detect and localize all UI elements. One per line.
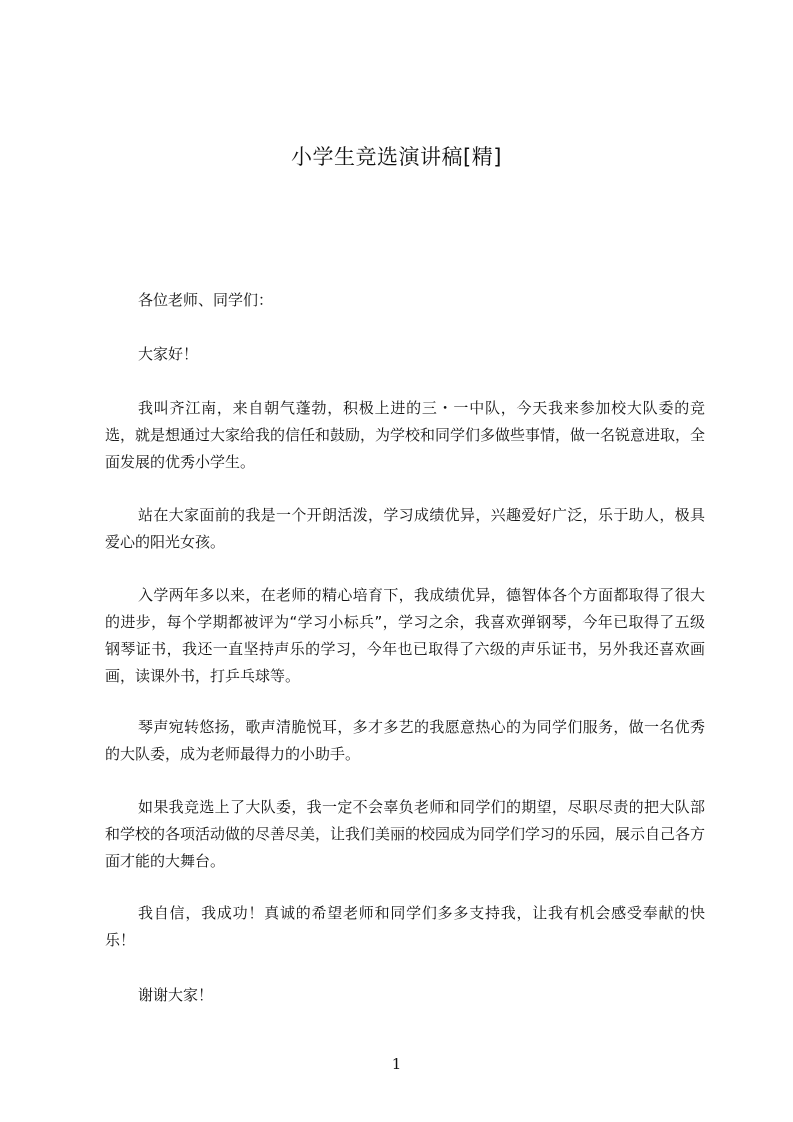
paragraph-talents: 琴声宛转悠扬，歌声清脆悦耳，多才多艺的我愿意热心的为同学们服务，做一名优秀的大队委，成为老师最得力的小助手。 [105, 718, 705, 763]
paragraph-confidence: 我自信，我成功！真诚的希望老师和同学们多多支持我，让我有机会感受奉献的快乐！ [105, 904, 705, 949]
document-title: 小学生竞选演讲稿[精] [291, 145, 502, 169]
paragraph-self-description: 站在大家面前的我是一个开朗活泼，学习成绩优异，兴趣爱好广泛，乐于助人，极具爱心的阳光女孩。 [105, 506, 705, 551]
paragraph-salutation: 各位老师、同学们： [138, 291, 274, 309]
paragraph-commitment: 如果我竞选上了大队委，我一定不会辜负老师和同学们的期望，尽职尽责的把大队部和学校的各项活动做的尽善尽美，让我们美丽的校园成为同学们学习的乐园，展示自己各方面才能的大舞台。 [105, 798, 706, 870]
paragraph-achievements: 入学两年多以来，在老师的精心培育下，我成绩优异，德智体各个方面都取得了很大的进步，每个学期都被评为“学习小标兵”，学习之余，我喜欢弹钢琴，今年已取得了五级钢琴证书，我还一直坚持声乐的学习，今年也已取得了六级的声乐证书，另外我还喜欢画画，读课外书，打乒乓球等。 [105, 586, 705, 685]
paragraph-thanks: 谢谢大家！ [138, 986, 214, 1004]
page-number: 1 [391, 1055, 402, 1073]
paragraph-greeting: 大家好！ [138, 345, 199, 363]
paragraph-introduction: 我叫齐江南，来自朝气蓬勃，积极上进的三・一中队，今天我来参加校大队委的竞选，就是想通过大家给我的信任和鼓励，为学校和同学们多做些事情，做一名锐意进取，全面发展的优秀小学生。 [105, 399, 706, 471]
